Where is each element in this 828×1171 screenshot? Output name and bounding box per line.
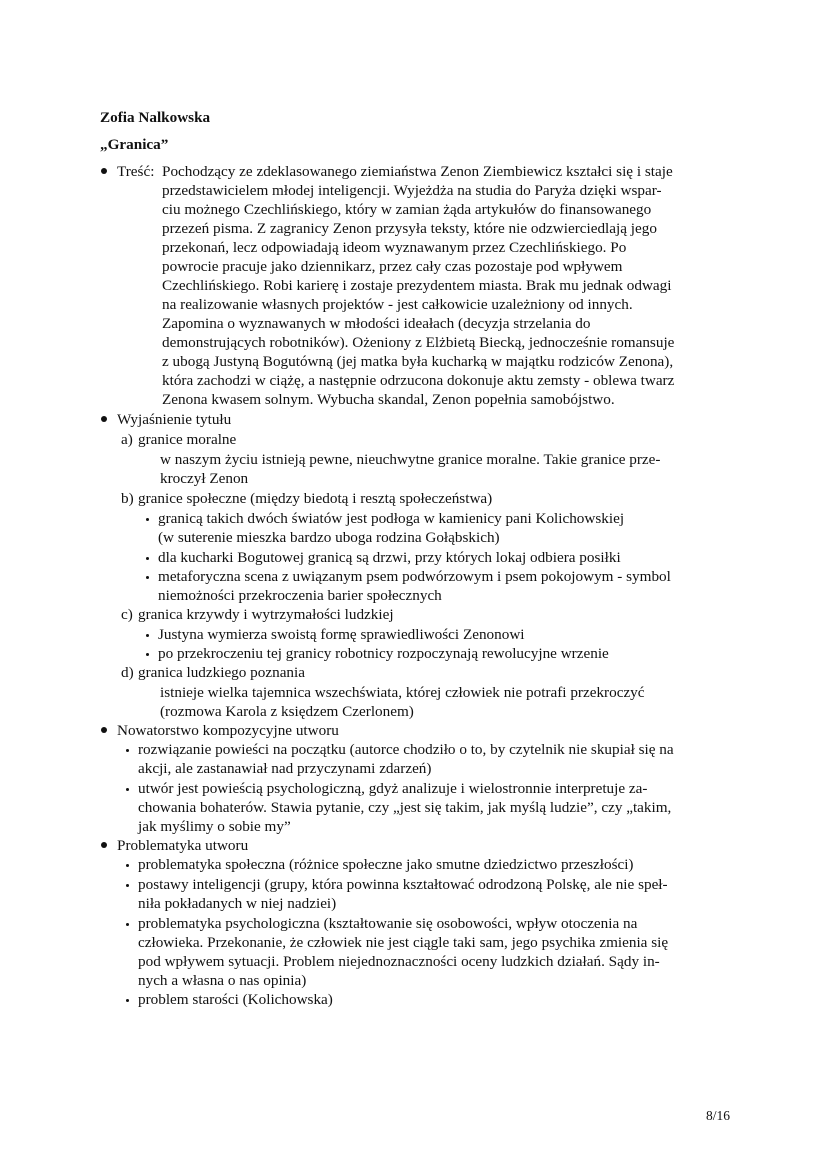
tresc-line: powrocie pracuje jako dziennikarz, przez cały czas pozostaje pod wpływem — [162, 258, 623, 275]
item-text-a: w naszym życiu istnieją pewne, nieuchwytne granice moralne. Takie granice prze- — [160, 451, 661, 468]
small-bullet-icon — [146, 557, 149, 560]
section-heading-nowatorstwo: Nowatorstwo kompozycyjne utworu — [117, 722, 339, 739]
item-title-a: granice moralne — [138, 431, 237, 448]
tresc-line: z ubogą Justyną Bogutówną (jej matka była kucharką w majątku rodziców Zenona), — [162, 353, 674, 370]
list-item: rozwiązanie powieści na początku (autorce chodziło o to, by czytelnik nie skupiał się na — [138, 741, 674, 758]
title-heading: „Granica” — [100, 136, 169, 153]
small-bullet-icon — [126, 884, 129, 887]
small-bullet-icon — [146, 653, 149, 656]
tresc-line: na realizowanie własnych projektów - jest całkowicie uzależniony od innych. — [162, 296, 633, 313]
item-title-d: granica ludzkiego poznania — [138, 664, 305, 681]
tresc-line: ciu możnego Czechlińskiego, który w zamian żąda artykułów do finansowanego — [162, 201, 652, 218]
list-item: pod wpływem sytuacji. Problem niejednoznaczności oceny ludzkich działań. Sądy in- — [138, 953, 660, 970]
list-item: (w suterenie mieszka bardzo uboga rodzina Gołąbskich) — [158, 529, 500, 546]
small-bullet-icon — [126, 923, 129, 926]
section-heading-problematyka: Problematyka utworu — [117, 837, 249, 854]
list-item: niła pokładanych w niej nadziei) — [138, 895, 337, 912]
list-item: jak myślimy o sobie my” — [138, 818, 291, 835]
item-text-d: istnieje wielka tajemnica wszechświata, której człowiek nie potrafi przekroczyć — [160, 684, 645, 701]
bullet-icon — [101, 416, 107, 422]
list-item: utwór jest powieścią psychologiczną, gdyż analizuje i wielostronnie interpretuje za- — [138, 780, 648, 797]
small-bullet-icon — [146, 518, 149, 521]
list-item: problematyka społeczna (różnice społeczne jako smutne dziedzictwo przeszłości) — [138, 856, 634, 873]
list-item: akcji, ale zastanawiał nad przyczynami zdarzeń) — [138, 760, 432, 777]
item-label-a: a) — [121, 431, 133, 448]
item-text-a: kroczył Zenon — [160, 470, 249, 487]
list-item: chowania bohaterów. Stawia pytanie, czy „jest się takim, jak myślą ludzie”, czy „takim, — [138, 799, 672, 816]
list-item: Justyna wymierza swoistą formę sprawiedliwości Zenonowi — [158, 626, 525, 643]
tresc-label: Treść: — [117, 163, 155, 180]
list-item: metaforyczna scena z uwiązanym psem podwórzowym i psem pokojowym - symbol — [158, 568, 671, 585]
item-title-b: granice społeczne (między biedotą i resztą społeczeństwa) — [138, 490, 493, 507]
item-title-c: granica krzywdy i wytrzymałości ludzkiej — [138, 606, 394, 623]
bullet-icon — [101, 842, 107, 848]
tresc-line: Zapomina o wyznawanych w młodości ideałach (decyzja strzelania do — [162, 315, 591, 332]
tresc-line: przezeń pisma. Z zagranicy Zenon przysyła teksty, które nie odzwierciedlają jego — [162, 220, 657, 237]
tresc-line: przekonań, lecz odpowiadają ideom wyznawanym przez Czechlińskiego. Po — [162, 239, 627, 256]
bullet-icon — [101, 727, 107, 733]
small-bullet-icon — [126, 864, 129, 867]
small-bullet-icon — [126, 788, 129, 791]
bullet-icon — [101, 168, 107, 174]
list-item: po przekroczeniu tej granicy robotnicy rozpoczynają rewolucyjne wrzenie — [158, 645, 609, 662]
list-item: człowieka. Przekonanie, że człowiek nie jest ciągle taki sam, jego psychika zmienia się — [138, 934, 669, 951]
tresc-line: Zenona kwasem solnym. Wybucha skandal, Zenon popełnia samobójstwo. — [162, 391, 615, 408]
item-text-d: (rozmowa Karola z księdzem Czerlonem) — [160, 703, 414, 720]
small-bullet-icon — [126, 999, 129, 1002]
author-heading: Zofia Nalkowska — [100, 109, 211, 126]
list-item: problematyka psychologiczna (kształtowanie się osobowości, wpływ otoczenia na — [138, 915, 638, 932]
list-item: niemożności przekroczenia barier społecznych — [158, 587, 442, 604]
section-heading-wyjasnienie: Wyjaśnienie tytułu — [117, 411, 232, 428]
tresc-line: przedstawicielem młodej inteligencji. Wyjeżdża na studia do Paryża dzięki wspar- — [162, 182, 662, 199]
small-bullet-icon — [146, 634, 149, 637]
tresc-line: która zachodzi w ciążę, a następnie odrzucona dokonuje aktu zemsty - oblewa twarz — [162, 372, 675, 389]
small-bullet-icon — [146, 576, 149, 579]
list-item: postawy inteligencji (grupy, która powinna kształtować odrodzoną Polskę, ale nie speł- — [138, 876, 668, 893]
list-item: granicą takich dwóch światów jest podłoga w kamienicy pani Kolichowskiej — [158, 510, 625, 527]
page-number: 8/16 — [705, 1108, 730, 1123]
tresc-line: demonstrujących robotników). Ożeniony z Elżbietą Biecką, jednocześnie romansuje — [162, 334, 675, 351]
item-label-b: b) — [121, 490, 134, 507]
list-item: problem starości (Kolichowska) — [138, 991, 333, 1008]
list-item: dla kucharki Bogutowej granicą są drzwi, przy których lokaj odbiera posiłki — [158, 549, 621, 566]
tresc-line: Czechlińskiego. Robi karierę i zostaje prezydentem miasta. Brak mu jednak odwagi — [162, 277, 672, 294]
item-label-d: d) — [121, 664, 134, 681]
tresc-line: Pochodzący ze zdeklasowanego ziemiaństwa Zenon Ziembiewicz kształci się i staje — [162, 163, 673, 180]
small-bullet-icon — [126, 749, 129, 752]
item-label-c: c) — [121, 606, 133, 623]
list-item: nych a własna o nas opinia) — [138, 972, 307, 989]
